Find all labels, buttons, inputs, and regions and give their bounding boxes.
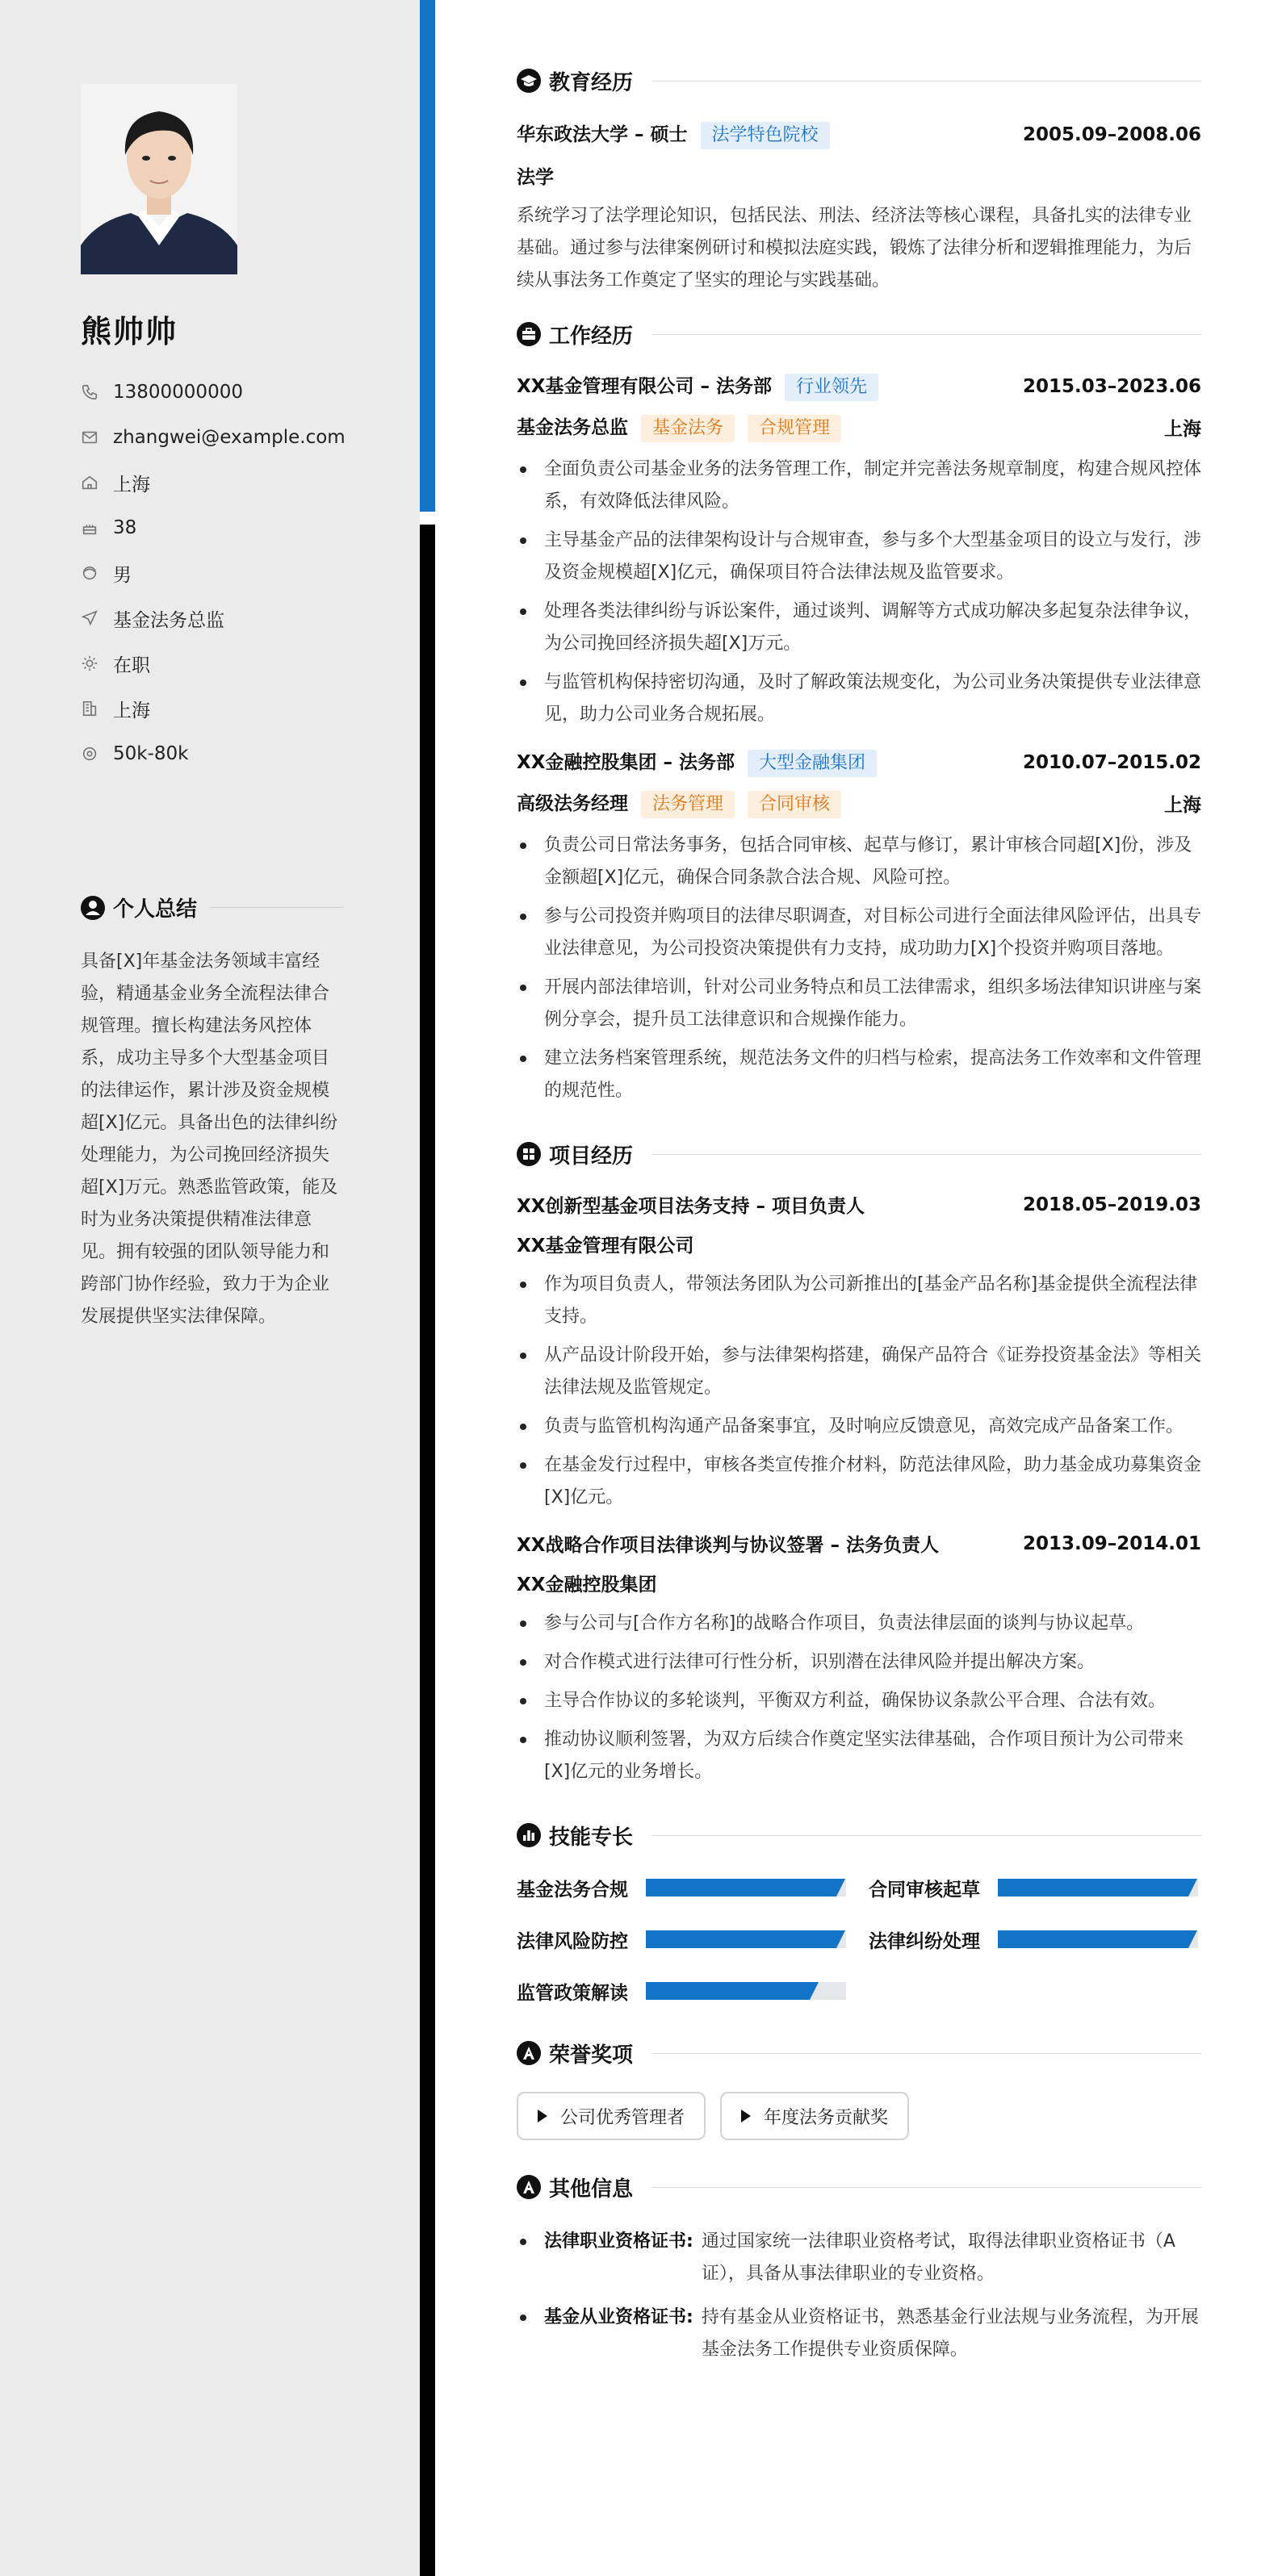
education-major: 法学: [517, 167, 554, 188]
work-date: 2010.07–2015.02: [1022, 751, 1201, 773]
summary-text: 具备[X]年基金法务领域丰富经验，精通基金业务全流程法律合规管理。擅长构建法务风控体系，成功主导多个大型基金项目的法律运作，累计涉及资金规模超[X]亿元。具备出色的法律纠纷处理能力，为公司挽回经济损失超[X]万元。熟悉监管政策，能及时为业务决策提供精准法律意见。拥有较强的团队领导能力和跨部门协作经验，致力于为企业发展提供坚实法律保障。: [81, 951, 338, 1327]
skill-item: [517, 1924, 869, 1955]
award-badge: [517, 2092, 706, 2140]
info-value: 38: [113, 517, 137, 538]
projects-heading: [517, 1138, 1201, 1170]
info-value: 基金法务总监: [113, 609, 224, 631]
work-bullets: [517, 830, 1201, 1107]
awards-heading-text: 荣誉奖项: [549, 2043, 634, 2068]
project-entry: [517, 1530, 1201, 1788]
info-home: [81, 460, 346, 505]
project-entry: [517, 1191, 1201, 1514]
skill-bar: [998, 1930, 1198, 1948]
bullet-item: 主导基金产品的法律架构设计与合规审查，参与多个大型基金项目的设立与发行，涉及资金规模超[X]亿元，确保项目符合法律法规及监管要求。: [517, 525, 1201, 589]
role-tag: 法务管理: [641, 791, 735, 818]
info-icon: [517, 2175, 541, 2199]
other-info-item: [517, 2226, 1201, 2290]
bullet-item: 参与公司与[合作方名称]的战略合作项目，负责法律层面的谈判与协议起草。: [517, 1608, 1201, 1640]
info-salary: [81, 731, 346, 776]
gender-icon: [81, 564, 98, 582]
heading-rule: [652, 2187, 1201, 2188]
heading-rule: [652, 2053, 1201, 2054]
other-info-text: 持有基金从业资格证书，熟悉基金行业法规与业务流程，为开展基金法务工作提供专业资质保障。: [701, 2307, 1199, 2360]
skill-name: 基金法务合规: [517, 1879, 628, 1901]
project-bullets: [517, 1269, 1201, 1514]
skill-bar: [646, 1930, 846, 1948]
info-value: zhangwei@example.com: [113, 427, 346, 448]
play-icon: [741, 2110, 751, 2122]
work-entry: [517, 747, 1201, 1107]
work-entry-header: [517, 747, 1201, 777]
bullet-item: 全面负责公司基金业务的法务管理工作，制定并完善法务规章制度，构建合规风控体系，有效降低法律风险。: [517, 454, 1201, 518]
other-info-label: 基金从业资格证书:: [544, 2307, 693, 2327]
salary-icon: [81, 745, 98, 763]
heading-rule: [210, 907, 343, 908]
user-icon: [81, 896, 105, 920]
bullet-item: 作为项目负责人，带领法务团队为公司新推出的[基金产品名称]基金提供全流程法律支持。: [517, 1269, 1201, 1333]
bullet-item: 开展内部法律培训，针对公司业务特点和员工法律需求，组织多场法律知识讲座与案例分享会，提升员工法律意识和合规操作能力。: [517, 972, 1201, 1036]
contact-info-list: [81, 370, 346, 776]
city-icon: [81, 700, 98, 717]
award-name: 公司优秀管理者: [560, 2107, 685, 2128]
skill-bar-fill: [646, 1879, 836, 1896]
bullet-item: 从产品设计阶段开始，参与法律架构搭建，确保产品符合《证券投资基金法》等相关法律法规及监管规定。: [517, 1340, 1201, 1404]
company-tag: 行业领先: [785, 374, 878, 401]
project-title: XX创新型基金项目法务支持 – 项目负责人: [517, 1196, 865, 1217]
project-date: 2018.05–2019.03: [1022, 1194, 1201, 1215]
bullet-item: 与监管机构保持密切沟通，及时了解政策法规变化，为公司业务决策提供专业法律意见，助力公司业务合规拓展。: [517, 667, 1201, 731]
candidate-name: 熊帅帅: [81, 314, 178, 349]
school-tag: 法学特色院校: [701, 122, 830, 149]
skill-bar: [646, 1982, 846, 2000]
briefcase-icon: [517, 322, 541, 346]
other-heading: [517, 2171, 1201, 2203]
school-name: 华东政法大学 – 硕士: [517, 124, 688, 145]
info-gender: [81, 550, 346, 596]
bullet-item: 推动协议顺利签署，为双方后续合作奠定坚实法律基础，合作项目预计为公司带来[X]亿元的业务增长。: [517, 1724, 1201, 1788]
info-value: 13800000000: [113, 382, 243, 403]
other-info-label: 法律职业资格证书:: [544, 2231, 693, 2252]
work-location: 上海: [1164, 795, 1201, 816]
company-name: XX基金管理有限公司 – 法务部: [517, 376, 772, 397]
company-tag: 大型金融集团: [748, 750, 877, 777]
work-heading-text: 工作经历: [549, 324, 634, 349]
skill-bar: [646, 1879, 846, 1896]
education-heading-text: 教育经历: [549, 70, 634, 95]
award-badge: [720, 2092, 909, 2140]
info-position: [81, 596, 346, 641]
project-company: XX金融控股集团: [517, 1574, 657, 1595]
heading-rule: [652, 1154, 1201, 1155]
grid-icon: [517, 1142, 541, 1166]
skill-name: 合同审核起草: [869, 1879, 980, 1901]
skill-item: [517, 1976, 869, 2006]
role-tag: 合规管理: [748, 415, 841, 442]
role-tag: 基金法务: [641, 415, 735, 442]
project-entry-header: [517, 1530, 1201, 1557]
home-icon: [81, 474, 98, 491]
email-icon: [81, 429, 98, 446]
project-company: XX基金管理有限公司: [517, 1236, 694, 1257]
play-icon: [538, 2110, 547, 2122]
heading-rule: [652, 334, 1201, 335]
info-email: [81, 415, 346, 460]
award-name: 年度法务贡献奖: [764, 2107, 889, 2128]
bullet-item: 负责与监管机构沟通产品备案事宜，及时响应反馈意见，高效完成产品备案工作。: [517, 1411, 1201, 1443]
bullet-item: 在基金发行过程中，审核各类宣传推介材料，防范法律风险，助力基金成功募集资金[X]亿元。: [517, 1449, 1201, 1514]
work-location: 上海: [1164, 419, 1201, 440]
phone-icon: [81, 383, 98, 401]
skill-name: 法律纠纷处理: [869, 1930, 980, 1952]
summary-heading: [81, 893, 343, 922]
awards-heading: [517, 2037, 1201, 2069]
skill-item: [869, 1924, 1201, 1955]
position-icon: [81, 609, 98, 627]
award-icon: [517, 2041, 541, 2065]
work-bullets: [517, 454, 1201, 731]
work-entry-header: [517, 371, 1201, 401]
info-status: [81, 641, 346, 686]
skills-heading-text: 技能专长: [549, 1825, 634, 1850]
skill-name: 监管政策解读: [517, 1982, 628, 2004]
skill-bar-fill: [646, 1982, 810, 2000]
other-info-text: 通过国家统一法律职业资格考试，取得法律职业资格证书（A证），具备从事法律职业的专业资格。: [701, 2231, 1175, 2284]
project-date: 2013.09–2014.01: [1022, 1533, 1201, 1554]
skill-bar-fill: [998, 1930, 1188, 1948]
work-entry: [517, 371, 1201, 731]
info-value: 在职: [113, 654, 150, 676]
work-heading: [517, 318, 1201, 350]
skill-item: [517, 1872, 869, 1903]
info-value: 上海: [113, 474, 150, 496]
other-info-item: [517, 2302, 1201, 2366]
heading-rule: [652, 81, 1201, 82]
role-tag: 合同审核: [748, 791, 841, 818]
bullet-item: 处理各类法律纠纷与诉讼案件，通过谈判、调解等方式成功解决多起复杂法律争议，为公司挽回经济损失超[X]万元。: [517, 596, 1201, 660]
bullet-item: 对合作模式进行法律可行性分析，识别潜在法律风险并提出解决方案。: [517, 1646, 1201, 1679]
other-heading-text: 其他信息: [549, 2177, 634, 2202]
info-city: [81, 686, 346, 731]
skills-grid: [517, 1872, 1201, 2006]
info-age: [81, 505, 346, 550]
work-role-row: [517, 412, 1201, 442]
education-description: 系统学习了法学理论知识，包括民法、刑法、经济法等核心课程，具备扎实的法律专业基础。通过参与法律案例研讨和模拟法庭实践，锻炼了法律分析和逻辑推理能力，为后续从事法务工作奠定了坚实的理论与实践基础。: [517, 206, 1192, 291]
main-content: [517, 65, 1201, 2377]
education-entry-header: [517, 119, 1201, 149]
bullet-item: 负责公司日常法务事务，包括合同审核、起草与修订，累计审核合同超[X]份，涉及金额超[X]亿元，确保合同条款合法合规、风险可控。: [517, 830, 1201, 894]
summary-heading-text: 个人总结: [113, 897, 198, 922]
skill-item: [869, 1872, 1201, 1903]
info-value: 上海: [113, 700, 150, 721]
project-entry-header: [517, 1191, 1201, 1218]
skill-bar-fill: [646, 1930, 836, 1948]
job-title: 基金法务总监: [517, 417, 628, 438]
company-name: XX金融控股集团 – 法务部: [517, 752, 735, 773]
job-title: 高级法务经理: [517, 793, 628, 814]
avatar: [81, 84, 237, 274]
skill-bar: [998, 1879, 1198, 1896]
bullet-item: 主导合作协议的多轮谈判，平衡双方利益，确保协议条款公平合理、合法有效。: [517, 1685, 1201, 1717]
skills-heading: [517, 1819, 1201, 1851]
awards-list: [517, 2092, 1201, 2140]
accent-divider-black: [420, 525, 435, 2576]
accent-divider-blue: [420, 0, 435, 512]
graduation-cap-icon: [517, 69, 541, 93]
skill-bar-fill: [998, 1879, 1188, 1896]
portrait-photo: [81, 84, 237, 274]
bullet-item: 建立法务档案管理系统，规范法务文件的归档与检索，提高法务工作效率和文件管理的规范性。: [517, 1043, 1201, 1107]
work-date: 2015.03–2023.06: [1022, 375, 1201, 397]
skill-name: 法律风险防控: [517, 1930, 628, 1952]
work-role-row: [517, 788, 1201, 818]
heading-rule: [652, 1835, 1201, 1836]
project-title: XX战略合作项目法律谈判与协议签署 – 法务负责人: [517, 1535, 939, 1556]
education-heading: [517, 65, 1201, 97]
age-icon: [81, 519, 98, 537]
bar-chart-icon: [517, 1823, 541, 1847]
project-bullets: [517, 1608, 1201, 1788]
info-value: 男: [113, 564, 132, 586]
projects-heading-text: 项目经历: [549, 1144, 634, 1169]
education-date: 2005.09–2008.06: [1022, 123, 1201, 145]
other-info-list: [517, 2226, 1201, 2366]
bullet-item: 参与公司投资并购项目的法律尽职调查，对目标公司进行全面法律风险评估，出具专业法律意见，为公司投资决策提供有力支持，成功助力[X]个投资并购项目落地。: [517, 901, 1201, 965]
info-value: 50k-80k: [113, 743, 189, 764]
status-icon: [81, 654, 98, 672]
info-phone: [81, 370, 346, 415]
